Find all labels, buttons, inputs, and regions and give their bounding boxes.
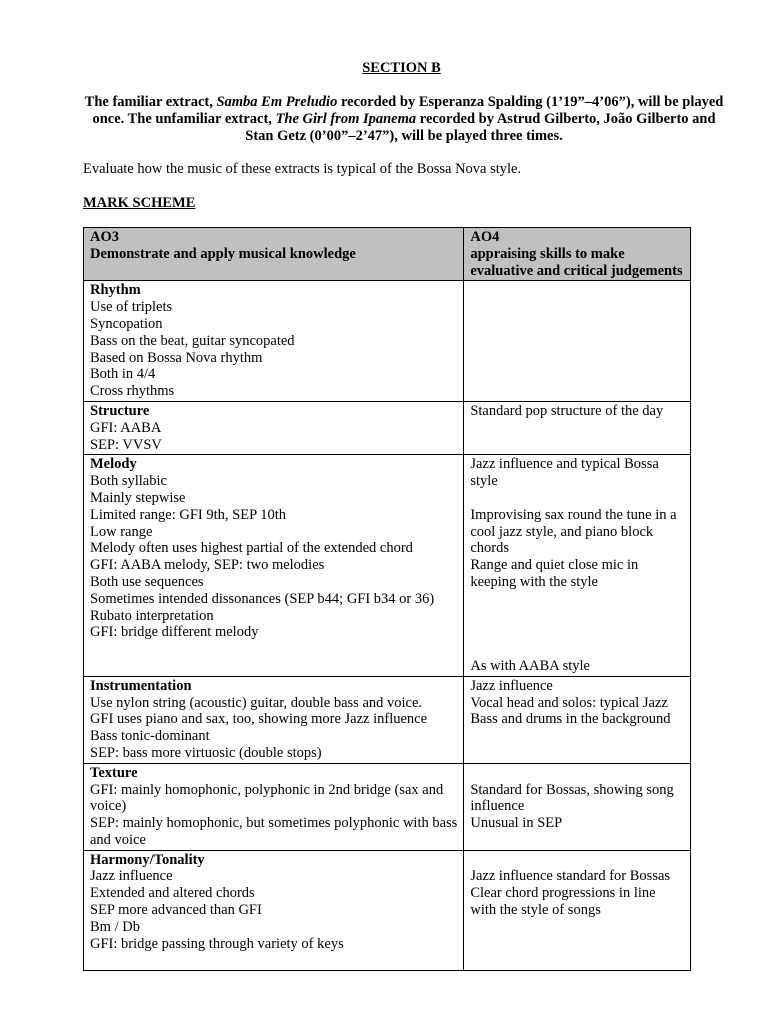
table-row-instrumentation xyxy=(84,676,691,763)
rhythm-ao3-cell xyxy=(84,281,464,402)
list-item: Improvising sax round the tune in a cool jazz style, and piano block chords xyxy=(470,506,677,557)
list-item: Jazz influence xyxy=(90,868,173,885)
row-heading: Rhythm xyxy=(90,282,141,299)
list-item: Use of triplets xyxy=(90,299,173,316)
row-heading: Harmony/Tonality xyxy=(90,851,205,868)
list-item: Extended and altered chords xyxy=(90,885,255,902)
instrumentation-ao4-cell xyxy=(464,676,691,763)
spacer xyxy=(470,765,684,782)
list-item: Mainly stepwise xyxy=(90,489,186,506)
spacer xyxy=(90,952,457,969)
list-item: Cross rhythms xyxy=(90,383,175,400)
spacer xyxy=(470,852,684,869)
header-ao4-cell xyxy=(464,228,691,281)
intro-text-1: The familiar extract, xyxy=(84,94,217,110)
header-ao3-cell xyxy=(84,228,464,281)
list-item: Low range xyxy=(90,523,153,540)
list-item: Both use sequences xyxy=(90,573,204,590)
row-heading: Structure xyxy=(90,402,150,419)
question-text: Evaluate how the music of these extracts is typical of the Bossa Nova style. xyxy=(83,161,522,177)
structure-ao4-cell xyxy=(464,401,691,454)
header-ao4-description: appraising skills to make evaluative and critical judgements xyxy=(470,245,683,279)
list-item: Both in 4/4 xyxy=(90,366,156,383)
intro-work-title-1: Samba Em Preludio xyxy=(216,94,338,110)
list-item: GFI: mainly homophonic, polyphonic in 2nd bridge (sax and voice) xyxy=(90,781,444,815)
list-item: Melody often uses highest partial of the extended chord xyxy=(90,540,413,557)
list-item: Both syllabic xyxy=(90,473,167,490)
list-item: SEP: VVSV xyxy=(90,436,162,453)
list-item: Standard for Bossas, showing song influence xyxy=(470,781,674,815)
intro-paragraph xyxy=(84,94,724,145)
list-item: Range and quiet close mic in keeping with the style xyxy=(470,557,639,590)
header-ao3-description: Demonstrate and apply musical knowledge xyxy=(90,245,356,262)
spacer xyxy=(470,624,684,641)
mark-scheme-table xyxy=(83,227,691,971)
list-item: SEP: mainly homophonic, but sometimes polyphonic with bass and voice xyxy=(90,815,458,848)
list-item: GFI: bridge different melody xyxy=(90,624,259,641)
header-ao3-code: AO3 xyxy=(90,229,119,245)
spacer xyxy=(470,608,684,625)
instrumentation-ao3-cell xyxy=(84,676,464,763)
intro-text-2: recorded by Esperanza Spalding (1’19”–4’06”), will be played once. The unfamiliar extract, xyxy=(92,94,724,127)
list-item: Bass on the beat, guitar syncopated xyxy=(90,332,295,349)
list-item: Vocal head and solos: typical Jazz xyxy=(470,694,668,711)
list-item: GFI uses piano and sax, too, showing more Jazz influence xyxy=(90,711,428,728)
list-item: Bass tonic-dominant xyxy=(90,728,210,745)
list-item: Bass and drums in the background xyxy=(470,711,671,728)
list-item: Syncopation xyxy=(90,315,163,332)
melody-ao4-cell xyxy=(464,455,691,676)
rhythm-ao4-cell xyxy=(464,281,691,402)
list-item: SEP: bass more virtuosic (double stops) xyxy=(90,744,322,761)
row-heading: Texture xyxy=(90,764,138,781)
list-item: GFI: AABA melody, SEP: two melodies xyxy=(90,557,325,574)
table-row-structure xyxy=(84,401,691,454)
spacer xyxy=(470,591,684,608)
structure-ao3-cell xyxy=(84,401,464,454)
melody-ao3-cell xyxy=(84,455,464,676)
list-item: Rubato interpretation xyxy=(90,607,214,624)
harmony-ao3-cell xyxy=(84,850,464,971)
list-item: Jazz influence and typical Bossa style xyxy=(470,456,659,490)
texture-ao3-cell xyxy=(84,763,464,850)
list-item: Based on Bossa Nova rhythm xyxy=(90,349,263,366)
spacer xyxy=(470,641,684,658)
list-item: Standard pop structure of the day xyxy=(470,402,664,419)
intro-work-title-2: The Girl from Ipanema xyxy=(275,111,417,127)
mark-scheme-title: MARK SCHEME xyxy=(83,195,196,211)
header-ao4-code: AO4 xyxy=(470,229,500,245)
list-item: As with AABA style xyxy=(470,657,590,674)
section-title: SECTION B xyxy=(362,60,441,76)
row-heading: Instrumentation xyxy=(90,677,192,694)
list-item: Unusual in SEP xyxy=(470,815,563,832)
table-row-harmony xyxy=(84,850,691,971)
list-item: GFI: AABA xyxy=(90,419,162,436)
table-header-row xyxy=(84,228,691,281)
list-item: Use nylon string (acoustic) guitar, double bass and voice. xyxy=(90,694,423,711)
spacer xyxy=(470,490,684,507)
intro-text-3: recorded by Astrud Gilberto, João Gilberto and Stan Getz (0’00”–2’47”), will be played three times. xyxy=(245,111,716,144)
row-heading: Melody xyxy=(90,456,137,473)
list-item: Bm / Db xyxy=(90,918,140,935)
list-item: Sometimes intended dissonances (SEP b44; GFI b34 or 36) xyxy=(90,590,435,607)
texture-ao4-cell xyxy=(464,763,691,850)
table-row-texture xyxy=(84,763,691,850)
table-row-melody xyxy=(84,455,691,676)
list-item: SEP more advanced than GFI xyxy=(90,902,262,919)
list-item: Limited range: GFI 9th, SEP 10th xyxy=(90,506,287,523)
list-item: Clear chord progressions in line with the style of songs xyxy=(470,885,656,919)
harmony-ao4-cell xyxy=(464,850,691,971)
table-row-rhythm xyxy=(84,281,691,402)
list-item: Jazz influence xyxy=(470,677,553,694)
list-item: GFI: bridge passing through variety of keys xyxy=(90,935,344,952)
list-item: Jazz influence standard for Bossas xyxy=(470,868,671,885)
